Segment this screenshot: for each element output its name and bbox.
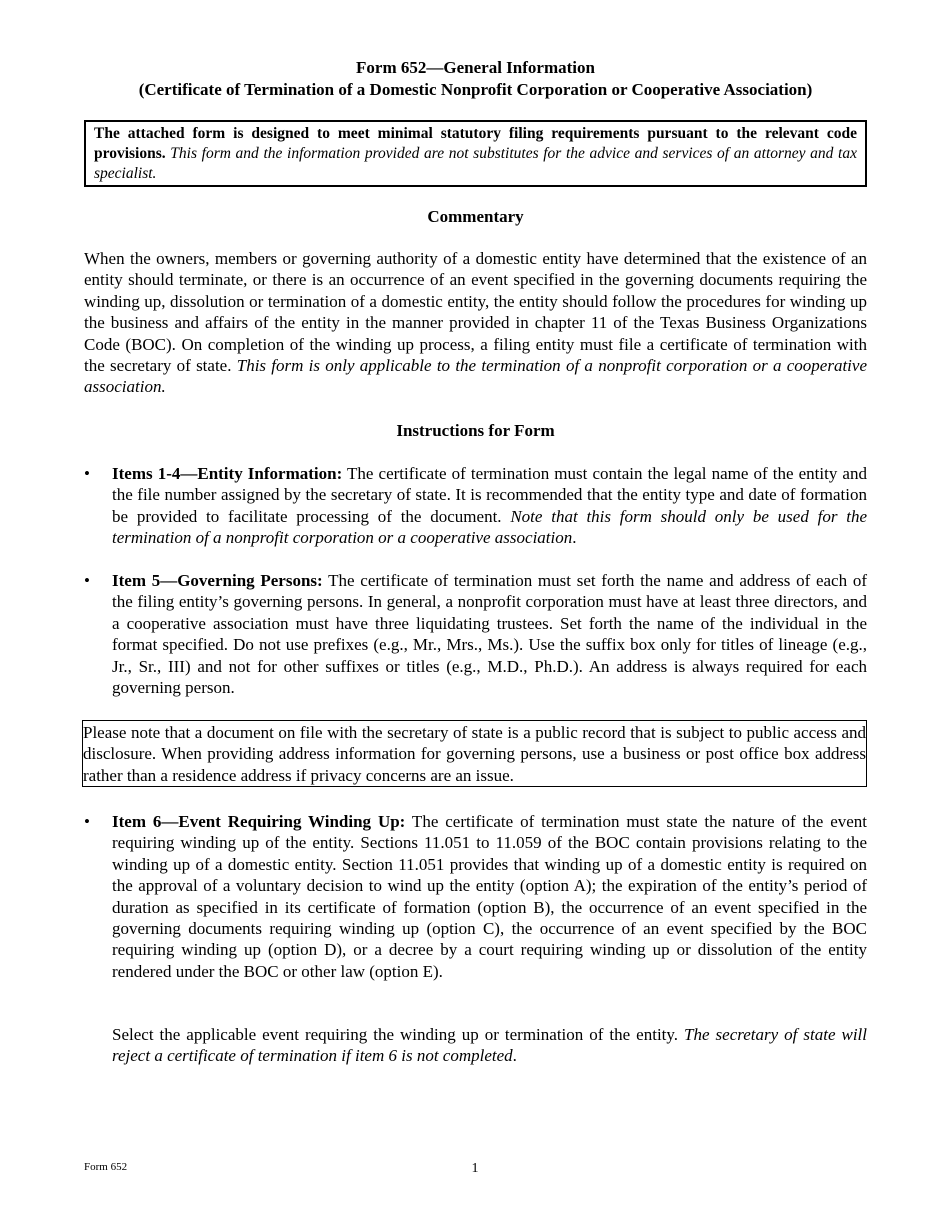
select-tail: . (512, 1046, 517, 1066)
commentary-italic-text: This form is only applicable to the termination of a nonprofit corporation or a cooperative association. (84, 356, 867, 397)
select-italic-text: The secretary of state will reject a certificate of termination if item 6 is not completed (112, 1025, 867, 1066)
footer-form-label: Form 652 (84, 1161, 128, 1173)
commentary-heading: Commentary (427, 207, 524, 226)
form-subtitle: (Certificate of Termination of a Domestic Nonprofit Corporation or Cooperative Association) (138, 80, 813, 99)
commentary-paragraph (84, 248, 867, 398)
notice-italic-text: This form and the information provided are not substitutes for the advice and services of an attorney and tax specialist. (94, 145, 857, 182)
bullet-icon: • (84, 812, 90, 831)
form-title: Form 652—General Information (356, 58, 595, 77)
page-number: 1 (471, 1161, 479, 1176)
item-italic-text: Note that this form should only be used for the termination of a nonprofit corporation or a cooperative association (112, 506, 867, 548)
select-event-paragraph (112, 1024, 867, 1067)
item-label: Item 5—Governing Persons: (112, 571, 323, 590)
item-label: Items 1-4—Entity Information: (112, 464, 343, 483)
select-text: Select the applicable event requiring the winding up or termination of the entity. (112, 1025, 679, 1044)
instruction-item-event-requiring-winding-up (84, 811, 867, 982)
instruction-item-entity-information (84, 463, 867, 549)
instructions-heading: Instructions for Form (396, 421, 555, 440)
commentary-text: When the owners, members or governing authority of a domestic entity have determined that the existence of an entity should terminate, or there is an occurrence of an event specified in the governing documents requiring the winding up, dissolution or termination of a domestic entity, the entity should follow the procedures for winding up the business and affairs of the entity in the manner provided in chapter 11 of the Texas Business Organizations Code (BOC). On completion of the winding up process, a filing entity must file a certificate of termination with the secretary of state. (84, 249, 867, 376)
notice-bold-text: The attached form is designed to meet minimal statutory filing requirements pursuant to the relevant code provisions. (94, 125, 857, 162)
item-text: The certificate of termination must contain the legal name of the entity and the file number assigned by the secretary of state. It is recommended that the entity type and date of formation be provided to facilitate processing of the document. (112, 464, 867, 526)
bullet-icon: • (84, 571, 90, 590)
bullet-icon: • (84, 464, 90, 483)
instruction-item-governing-persons (84, 570, 867, 698)
item-label: Item 6—Event Requiring Winding Up: (112, 812, 406, 831)
item-text: The certificate of termination must set forth the name and address of each of the filing entity’s governing persons. In general, a nonprofit corporation must have at least three directors, and a cooperative association must have three liquidating trustees. Set forth the name of the individual in the format specified. Do not use prefixes (e.g., Mr., Mrs., Ms.). Use the suffix box only for titles of lineage (e.g., Jr., Sr., III) and not for other suffixes or titles (e.g., M.D., Ph.D.). An address is always required for each governing person. (112, 571, 867, 698)
privacy-notice-text: Please note that a document on file with the secretary of state is a public record that is subject to public access and disclosure. When providing address information for governing persons, use a business or post office box address rather than a residence address if privacy concerns are an issue. (83, 723, 866, 785)
item-text: The certificate of termination must state the nature of the event requiring winding up of the entity. Sections 11.051 to 11.059 of the BOC contain provisions relating to the winding up of a domestic entity. Section 11.051 provides that winding up of a domestic entity is required on the approval of a voluntary decision to wind up the entity (option A); the expiration of the entity’s period of duration as specified in its certificate of formation (option B), the occurrence of an event specified in the governing documents requiring winding up (option C), the occurrence of an event specified by the BOC requiring winding up (option D), or a decree by a court requiring winding up or dissolution of the entity rendered under the BOC or other law (option E). (112, 812, 868, 981)
item-tail: . (572, 528, 577, 548)
privacy-notice-box (82, 720, 867, 787)
statutory-notice-box (84, 120, 867, 187)
